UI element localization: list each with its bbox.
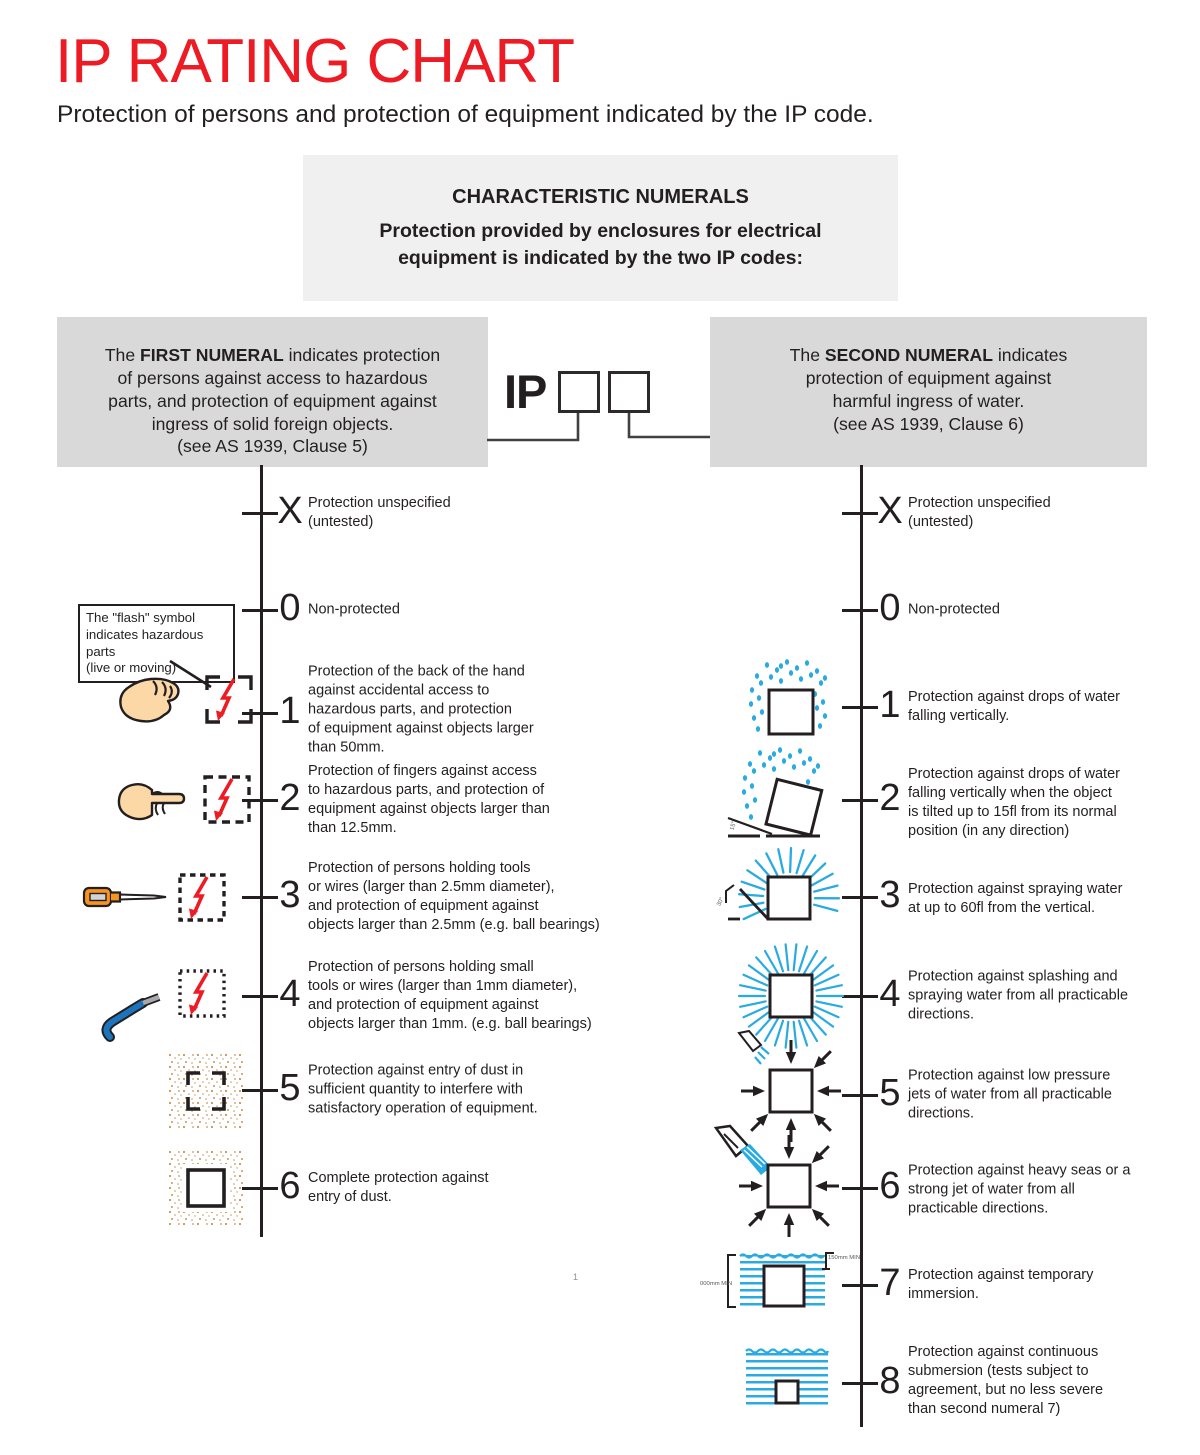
first-numeral-6: 6: [279, 1165, 301, 1208]
second-box-rest: indicates protection of equipment against harmful ingress of water. (see AS 1939, Clause 6): [805, 345, 1068, 434]
second-numeral-1: 1: [879, 684, 901, 727]
second-numeral-3: 3: [879, 874, 901, 917]
first-column-axis: [260, 465, 263, 1237]
second-desc-0: Non-protected: [908, 601, 1000, 618]
second-desc-X: Protection unspecified (untested): [908, 495, 1051, 530]
second-desc-1: Protection against drops of water falling vertically.: [908, 689, 1120, 724]
tilt-angle-label: 15°: [729, 820, 738, 831]
first-desc-6: Complete protection against entry of dust.: [308, 1170, 489, 1205]
second-numeral-4: 4: [879, 973, 901, 1016]
second-numeral-7: 7: [879, 1262, 901, 1305]
hazard-flash-icon: [176, 870, 228, 926]
screwdriver-icon: [82, 884, 170, 912]
second-desc-3: Protection against spraying water at up to 60fl from the vertical.: [908, 881, 1123, 916]
second-numeral-box: [710, 317, 1147, 467]
flash-note: The "flash" symbol indicates hazardous parts (live or moving): [78, 604, 235, 683]
second-desc-4: Protection against splashing and spraying water from all practicable directions.: [908, 968, 1129, 1023]
immersion-top-label: 150mm MIN: [828, 1255, 861, 1261]
second-desc-8: Protection against continuous submersion (tests subject to agreement, but no less severe than second numeral 7): [908, 1344, 1104, 1417]
first-desc-1: Protection of the back of the hand against accidental access to hazardous parts, and protection of equipment against objects larger than 50mm.: [308, 663, 534, 756]
second-desc-2: Protection against drops of water falling vertically when the object is tilted up to 15fl from its normal position (in any direction): [908, 766, 1120, 839]
pointing-finger-icon: [113, 778, 187, 824]
second-desc-5: Protection against low pressure jets of water from all practicable directions.: [908, 1067, 1112, 1122]
dust-partial-square-icon: [168, 1053, 244, 1129]
first-desc-4: Protection of persons holding small tools or wires (larger than 1mm diameter), and protection of equipment against objects larger than 1mm. (e.g. ball bearings): [308, 959, 592, 1032]
spray-angle-label: 30°: [716, 896, 726, 908]
back-of-hand-icon: [116, 674, 184, 730]
page-subtitle: Protection of persons and protection of equipment indicated by the IP code.: [57, 101, 874, 128]
wire-icon: [101, 984, 173, 1042]
page-title: IP RATING CHART: [55, 27, 574, 96]
first-desc-0: Non-protected: [308, 601, 400, 618]
first-desc-3: Protection of persons holding tools or wires (larger than 2.5mm diameter), and protection of equipment against objects larger than 2.5mm (e.g. ball bearings): [308, 860, 600, 933]
first-numeral-3: 3: [279, 874, 301, 917]
ip-code-label: IP: [504, 365, 547, 418]
first-desc-X: Protection unspecified (untested): [308, 495, 451, 530]
spray-fan-square-icon: [706, 847, 840, 927]
second-numeral-0: 0: [879, 587, 901, 630]
stray-page-mark: 1: [573, 1272, 579, 1282]
second-numeral-6: 6: [879, 1165, 901, 1208]
second-desc-7: Protection against temporary immersion.: [908, 1267, 1094, 1302]
characteristic-heading: CHARACTERISTIC NUMERALS: [452, 186, 749, 208]
second-numeral-2: 2: [879, 777, 901, 820]
characteristic-body: Protection provided by enclosures for electrical equipment is indicated by the two IP codes:: [379, 220, 822, 269]
first-numeral-2: 2: [279, 777, 301, 820]
first-numeral-X: X: [277, 490, 303, 533]
immersion-depth-label: 000mm MIN: [700, 1281, 733, 1287]
hazard-flash-icon: [176, 966, 228, 1022]
first-numeral-0: 0: [279, 587, 301, 630]
ip-second-digit-box: [608, 371, 650, 413]
ip-connector-lines: [480, 410, 720, 445]
second-desc-6: Protection against heavy seas or a strong jet of water from all practicable directions.: [908, 1162, 1131, 1217]
first-numeral-1: 1: [279, 690, 301, 733]
continuous-submersion-square-icon: [744, 1339, 830, 1411]
hazard-flash-icon: [201, 772, 253, 828]
strong-jet-square-icon: [714, 1126, 856, 1250]
second-numeral-X: X: [877, 490, 903, 533]
characteristic-numerals-box: [303, 155, 898, 301]
tilted-drip-square-icon: [726, 748, 826, 840]
first-numeral-5: 5: [279, 1067, 301, 1110]
dust-sealed-square-icon: [168, 1150, 244, 1226]
first-numeral-box: [57, 317, 488, 467]
first-desc-2: Protection of fingers against access to hazardous parts, and protection of equipment against objects larger than than 12.5mm.: [308, 763, 550, 836]
first-box-bold: FIRST NUMERAL: [140, 345, 284, 365]
temporary-immersion-square-icon: [700, 1247, 861, 1315]
dripping-water-square-icon: [747, 656, 835, 740]
first-desc-5: Protection against entry of dust in sufficient quantity to interfere with satisfactory operation of equipment.: [308, 1062, 538, 1117]
second-box-lead: The: [789, 345, 825, 365]
ip-first-digit-box: [558, 371, 600, 413]
first-numeral-4: 4: [279, 973, 301, 1016]
first-box-lead: The: [104, 345, 141, 365]
first-box-rest: indicates protection of persons against access to hazardous parts, and protection of equipment against ingress of solid foreign objects. (see AS 1939, Clause 5): [108, 345, 441, 457]
second-box-bold: SECOND NUMERAL: [824, 345, 993, 365]
second-numeral-5: 5: [879, 1072, 901, 1115]
second-numeral-8: 8: [879, 1360, 901, 1403]
hazard-flash-icon: [203, 672, 255, 728]
